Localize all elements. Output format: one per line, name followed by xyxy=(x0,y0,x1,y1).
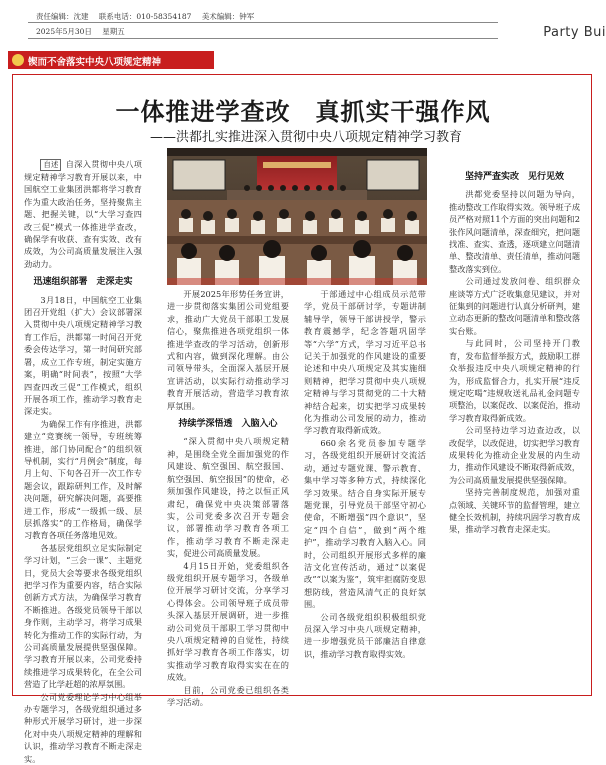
party-emblem-icon xyxy=(12,54,24,66)
paragraph: 各基层党组织立足实际制定学习计划，“三会一课”、主题党日，党员大会等要求各级党组织把学习作为重要内容，结合实际创新方式方法，为确保学习教育不断推进。各级党员领导干部以身作则，主动学习，将学习成果转化为推动工作的实际行动，为公司高质量发展提供坚强保障。学习教育开展以来，公司党委持续推进学习成果转化，在全公司营造了比学赶超的浓厚氛围。 xyxy=(24,542,142,690)
article-title: 一体推进学查改 真抓实干强作风 xyxy=(115,98,491,126)
article-column-1 xyxy=(24,158,142,764)
article-subtitle: ——洪都扎实推进深入贯彻中央八项规定精神学习教育 xyxy=(150,130,463,145)
header-date: 2025年5月30日 xyxy=(36,27,92,36)
paragraph: 3月18日，中国航空工业集团召开党组（扩大）会议部署深入贯彻中央八项规定精神学习教育工作后，洪都第一时间召开党委会传达学习，第一时间研究部署，成立工作专班，制定实施方案，明确“时间表”，按照“大学四查四改三促”工作模式，组织开展各项工作，推动学习教育走深走实。 xyxy=(24,294,142,417)
paragraph: 开展2025年形势任务宣讲，进一步贯彻落实集团公司党组要求，推动广大党员干部职工发展信心，聚焦推进各项党组织一体推进学查改的学习活动，创新形式和内容，做到深化理解。由公司领导带头，全面深入基层开展宣讲活动，以实际行动推动学习教育开展活动，营造学习教育浓厚氛围。 xyxy=(167,289,289,411)
header-weekday: 星期五 xyxy=(102,27,125,36)
section-heading: 迅速组织部署 走深走实 xyxy=(33,277,133,288)
header-credits xyxy=(36,11,262,22)
header-dateline xyxy=(36,26,133,37)
meeting-hall-illustration xyxy=(167,148,427,285)
paragraph: 公司各级党组织积极组织党员深入学习中央八项规定精神，进一步增强党员干部廉洁自律意识，推动学习教育取得实效。 xyxy=(304,611,426,659)
brand-name: Party Bui xyxy=(543,25,606,40)
header-art-editor: 美术编辑：钟军 xyxy=(201,12,255,21)
paragraph: 于部通过中心组成员示范带学，党员干部研讨学，专题讲制辅导学，领导干部讲授学，警示教育震撼学，纪念答题巩固学等“六学”方式，学习习近平总书记关于加强党的作风建设的重要论述和中央八项规定及其实施细则精神，把学习贯彻中央八项规定精神与学习贯彻党的二十大精神结合起来，切实把学习成果转化为推动公司发展的动力，推动学习教育取得新成效。 xyxy=(304,289,426,436)
paragraph: 公司党委理论学习中心组举办专题学习，各级党组织通过多种形式开展学习研讨，进一步深化对中央八项规定精神的理解和认识，推动学习教育不断走深走实。 xyxy=(24,691,142,764)
paragraph: 洪都党委坚持以问题为导向，推动整改工作取得实效。领导班子成员严格对照11个方面的突出问题和2张作风问题清单，深查细究，把问题找准、查实、查透，逐项建立问题清单、整改清单、责任清单，推动问题整改落实到位。 xyxy=(449,189,581,274)
paragraph: 660余名党员参加专题学习，各级党组织开展研讨交流活动，通过专题党课、警示教育、集中学习等多种方式，持续深化学习效果。结合自身实际开展专题党课，引导党员干部坚守初心使命，不断增强“四个意识”，坚定“四个自信”，做到“两个维护”，推动学习教育入脑入心。同时，公司组织开展形式多样的廉洁文化宣传活动，通过“以案促改”“以案为鉴”，筑牢拒腐防变思想防线，营造风清气正的良好氛围。 xyxy=(304,437,426,610)
header-rule xyxy=(28,22,498,23)
paragraph: 为确保工作有序推进，洪都建立“竞赛统一领导，专班统筹推进，部门协同配合”的组织领导机制，实行“月例会”制度，每月上旬、下旬各召开一次工作专题会议，跟踪研判工作，及时解决问题，研究解决问题，高要推进工作，形成“一级抓一级、层层抓落实”的工作格局，确保学习教育各项任务落地见效。 xyxy=(24,418,142,541)
paragraph: 与此同时，公司坚持开门教育，发布监督举报方式，鼓励职工群众举报违反中央八项规定精神的行为，形成监督合力，扎实开展“违反规定吃喝”违规收送礼品礼金问题专项整治，以案促改、以案促治，推动学习教育取得新成效。 xyxy=(449,338,581,423)
meeting-photo xyxy=(167,148,427,285)
paragraph: 目前，公司党委已组织各类学习活动。 xyxy=(167,684,289,707)
paragraph: 公司坚持边学习边查边改，以改促学，以改促进，切实把学习教育成果转化为推动企业发展的内生动力，推动作风建设不断取得新成效，为公司高质量发展提供坚强保障。 xyxy=(449,425,581,485)
article-column-2 xyxy=(167,288,289,707)
header-phone: 联系电话：010-58354187 xyxy=(98,12,192,21)
paragraph: 公司通过发放问卷、组织群众座谈等方式广泛收集意见建议，并对征集到的问题进行认真分析研判，建立动态更新的整改问题清单和整改落实台账。 xyxy=(449,276,581,336)
paragraph: 坚持完善制度规范，加强对重点领域、关键环节的监督管理，建立健全长效机制，持续巩固学习教育成果，推动学习教育走深走实。 xyxy=(449,487,581,535)
paragraph: “深入贯彻中央八项规定精神，是围绕全党全面加强党的作风建设、航空强国、航空报国、航空强国、航空报国”的使命，必须加强作风建设，持之以恒正风肃纪，确保党中央决策部署落实，公司党委多次召开专题会议，部署推动学习教育各项工作，推动学习教育不断走深走实，促进公司高质量发展。 xyxy=(167,436,289,559)
section-banner xyxy=(8,51,214,69)
header-editor: 责任编辑：沈建 xyxy=(36,12,89,21)
section-heading: 持续学深悟透 入脑入心 xyxy=(178,419,278,430)
section-heading: 坚持严查实改 见行见效 xyxy=(464,172,564,182)
article-column-4 xyxy=(449,165,580,693)
paragraph: 自深入贯彻中央八项规定精神学习教育开展以来，中国航空工业集团洪都将学习教育作为重大政治任务，坚持聚焦主题、把握关键，以“大学习查四改三促”模式一体推进学查改，确保学有收获、查有实效、改有成效，为公司高质量发展注入强劲动力。 xyxy=(24,159,142,269)
article-column-3 xyxy=(304,288,426,693)
page-header xyxy=(0,0,606,42)
header-rule-2 xyxy=(28,38,498,39)
paragraph: 4月15日开始，党委组织各级党组织开展专题学习，各级单位开展学习研讨交流，分享学习心得体会。公司领导班子成员带头深入基层开展调研，进一步推动公司党员干部职工学习贯彻中央八项规定精神的自觉性，持续抓好学习教育各项工作落实，切实推动学习教育取得实实在在的成效。 xyxy=(167,560,289,683)
banner-text: 锲而不舍落实中央八项规定精神 xyxy=(28,57,162,68)
article-tag: 自述 xyxy=(40,159,61,171)
